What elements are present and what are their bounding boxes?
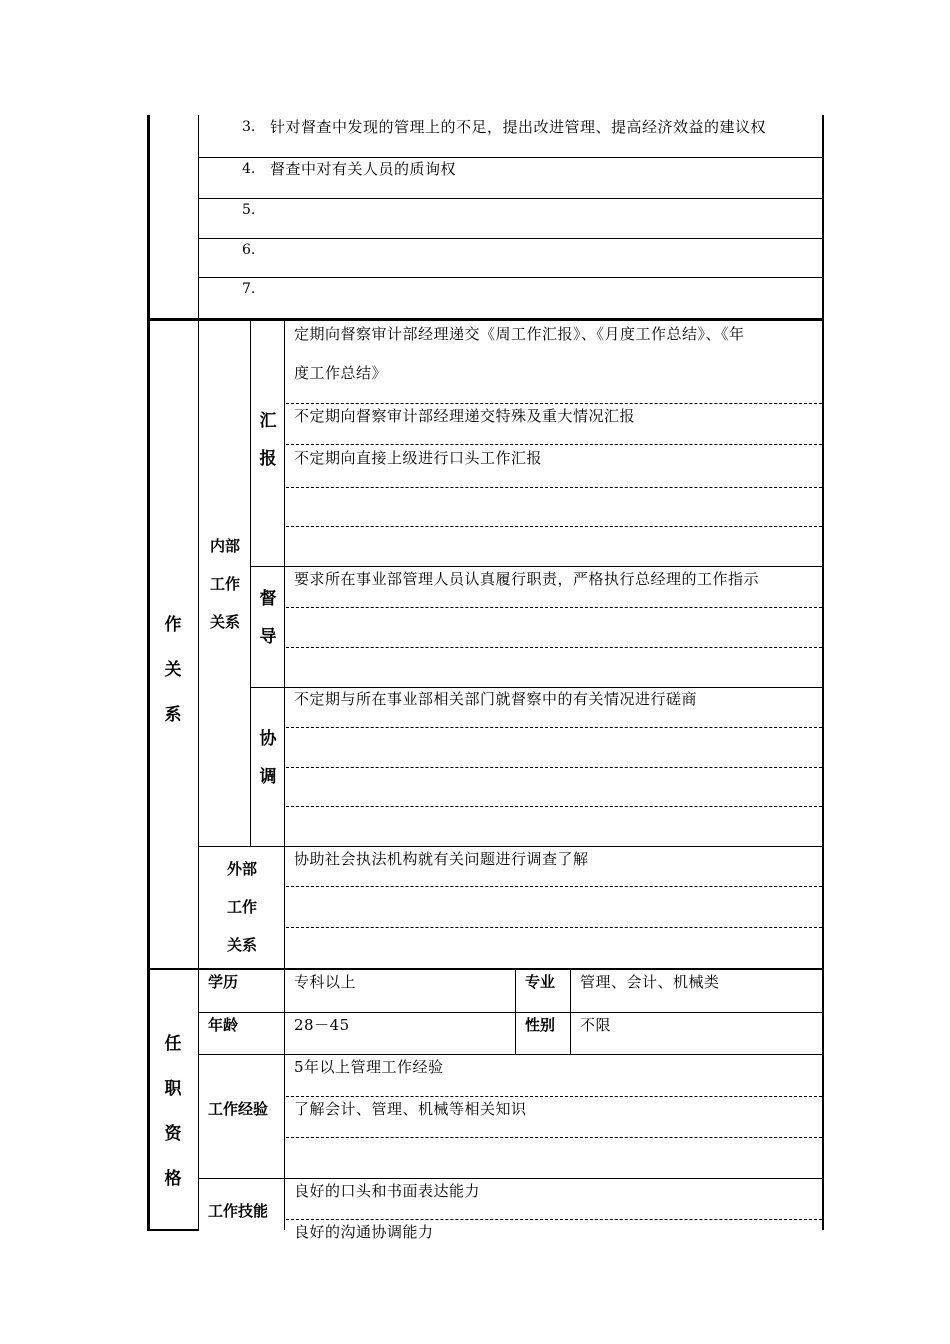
dashed-line (286, 403, 822, 404)
cell-divider (570, 968, 571, 1054)
row-divider (198, 1178, 824, 1179)
group-divider (250, 566, 824, 567)
external-relations-label: 外部 工作 关系 (226, 860, 257, 954)
report-item: 不定期向督察审计部经理递交特殊及重大情况汇报 (294, 407, 636, 425)
internal-subcol-divider (250, 318, 251, 846)
row-divider (198, 1054, 824, 1055)
experience-item: 5年以上管理工作经验 (294, 1058, 444, 1076)
dashed-line (286, 444, 822, 445)
cell-divider (515, 968, 516, 1054)
major-value: 管理、会计、机械类 (580, 973, 720, 991)
age-label: 年龄 (208, 1016, 239, 1034)
major-label: 专业 (525, 973, 556, 991)
experience-label: 工作经验 (208, 1100, 269, 1118)
rights-item-number: 7. (242, 281, 256, 297)
dashed-line (286, 1096, 822, 1097)
skills-item: 良好的口头和书面表达能力 (294, 1182, 481, 1200)
experience-item: 了解会计、管理、机械等相关知识 (294, 1100, 527, 1118)
dashed-line (286, 647, 822, 648)
report-item: 度工作总结》 (294, 364, 388, 382)
rights-item-number: 4. (242, 161, 256, 177)
outer-right-border (822, 115, 824, 1230)
content-col-divider (284, 968, 285, 1230)
education-value: 专科以上 (294, 973, 357, 991)
section-separator (150, 968, 824, 970)
row-divider (198, 238, 824, 239)
internal-relations-label: 内部 工作 关系 (209, 537, 240, 631)
group-divider (250, 687, 824, 688)
rights-item-number: 3. (242, 119, 256, 135)
dashed-line (286, 1137, 822, 1138)
dashed-line (286, 886, 822, 887)
report-item: 定期向督察审计部经理递交《周工作汇报》、《月度工作总结》、《年 (294, 325, 745, 343)
section-separator (150, 318, 824, 321)
report-item: 不定期向直接上级进行口头工作汇报 (294, 449, 543, 467)
row-divider (198, 277, 824, 278)
dashed-line (286, 727, 822, 728)
dashed-line (286, 487, 822, 488)
group-divider (198, 846, 824, 847)
supervise-item: 要求所在事业部管理人员认真履行职责，严格执行总经理的工作指示 (294, 570, 760, 588)
row-divider (198, 198, 824, 199)
dashed-line (286, 526, 822, 527)
gender-label: 性别 (525, 1016, 556, 1034)
skills-label: 工作技能 (208, 1202, 269, 1220)
dashed-line (286, 927, 822, 928)
report-label: 汇 报 (259, 411, 277, 469)
row-divider (198, 1012, 824, 1013)
content-col-divider (284, 318, 285, 968)
external-item: 协助社会执法机构就有关问题进行调查了解 (294, 850, 589, 868)
bottom-border (147, 1229, 199, 1231)
dashed-line (286, 806, 822, 807)
gender-value: 不限 (580, 1016, 612, 1034)
rights-item-text: 督查中对有关人员的质询权 (270, 160, 457, 178)
work-relations-label: 作 关 系 (164, 615, 182, 725)
age-value: 28－45 (294, 1016, 350, 1034)
skills-item: 良好的沟通协调能力 (294, 1223, 434, 1241)
coordinate-label: 协 调 (259, 729, 277, 787)
dashed-line (286, 1219, 822, 1220)
qualifications-label: 任 职 资 格 (164, 1034, 182, 1189)
rights-item-text: 针对督查中发现的管理上的不足，提出改进管理、提高经济效益的建议权 (270, 118, 767, 136)
outer-left-border (147, 115, 150, 1230)
rights-item-number: 5. (242, 202, 256, 218)
coordinate-item: 不定期与所在事业部相关部门就督察中的有关情况进行磋商 (294, 690, 698, 708)
row-divider (198, 157, 824, 158)
supervise-label: 督 导 (259, 589, 277, 647)
dashed-line (286, 607, 822, 608)
dashed-line (286, 767, 822, 768)
education-label: 学历 (208, 973, 239, 991)
section-column-divider (198, 115, 199, 1230)
rights-item-number: 6. (242, 242, 256, 258)
